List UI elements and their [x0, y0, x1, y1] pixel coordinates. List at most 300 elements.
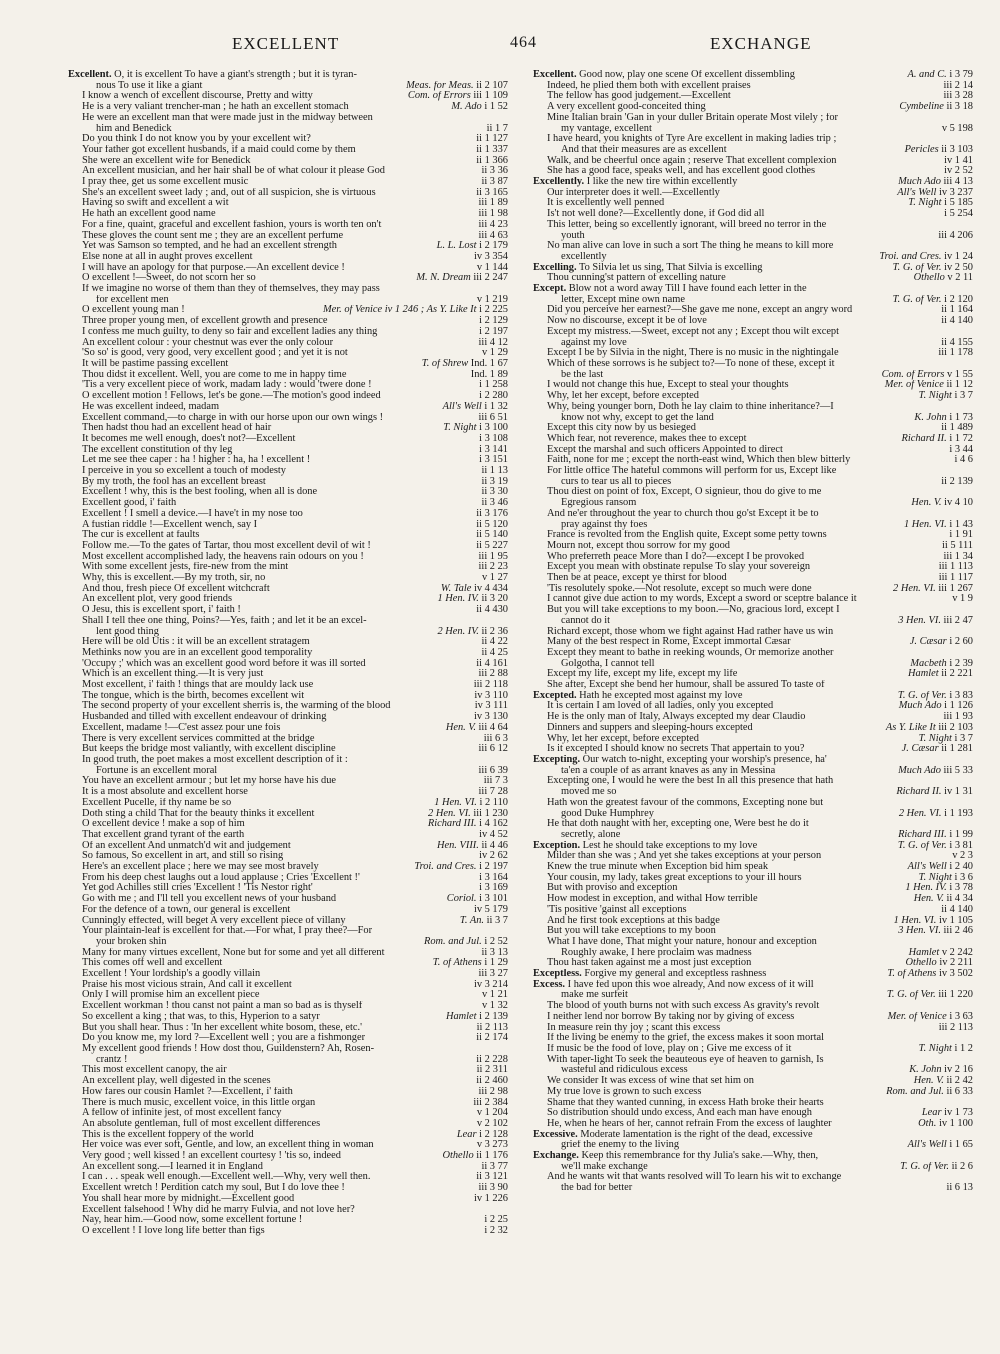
quotation-text: Shall I tell thee one thing, Poins?—Yes, faith ; and let it be an excel-	[82, 615, 367, 626]
citation	[472, 188, 508, 199]
act-scene-line: ii 2 139	[941, 476, 973, 487]
play-title: Othello	[442, 1151, 477, 1162]
quotation-text: excellently	[561, 251, 607, 262]
citation	[948, 594, 973, 605]
citation	[433, 627, 508, 638]
citation	[915, 1044, 973, 1055]
play-title: Hamlet	[445, 1011, 480, 1022]
concordance-entry	[533, 413, 973, 424]
act-scene-line: i 3 7	[954, 391, 973, 402]
act-scene-line: ii 3 18	[946, 102, 973, 113]
quotation-text: Excellent Pucelle, if thy name be so	[82, 797, 232, 808]
concordance-entry	[533, 273, 973, 284]
quotation-text: He that doth naught with her, excepting one, Were best he do it	[547, 819, 809, 830]
quotation-text: your broken shin	[96, 936, 167, 947]
citation	[477, 166, 508, 177]
act-scene-line: iv 3 130	[473, 712, 508, 723]
quotation-text: moved me so	[561, 787, 617, 798]
quotation-text: Many for many virtues excellent, None but for some and yet all different	[82, 947, 385, 958]
quotation-text: for excellent men	[96, 294, 169, 305]
citation	[901, 145, 973, 156]
concordance-entry	[533, 680, 973, 691]
citation	[475, 851, 508, 862]
act-scene-line: ii 2 113	[476, 1022, 508, 1033]
concordance-entry	[533, 627, 973, 638]
quotation-text: Having so swift and excellent a wit	[82, 198, 229, 209]
citation	[480, 776, 508, 787]
concordance-entry	[533, 787, 973, 798]
concordance-entry	[68, 1226, 508, 1237]
play-title: Hamlet	[908, 947, 942, 958]
quotation-text: The tongue, which is the birth, becomes excellent wit	[82, 690, 305, 701]
act-scene-line: ii 5 111	[942, 540, 973, 551]
act-scene-line: i 3 101	[479, 894, 508, 905]
concordance-entry	[533, 1183, 973, 1194]
quotation-text: But you will take exceptions to my boon.—No, gracious lord, except I	[547, 605, 840, 616]
quotation-text: O Jesu, this is excellent sport, i' faith !	[82, 605, 241, 616]
concordance-entry	[533, 1108, 973, 1119]
citation	[907, 498, 973, 509]
play-title: 2 Hen. IV.	[437, 626, 482, 637]
act-scene-line: i 2 32	[484, 1225, 508, 1236]
concordance-entry	[533, 562, 973, 573]
concordance-entry	[68, 423, 508, 434]
citation	[475, 434, 508, 445]
act-scene-line: ii 2 42	[946, 1076, 973, 1087]
act-scene-line: i 3 164	[479, 872, 508, 883]
act-scene-line: iii 2 384	[473, 1097, 508, 1108]
citation	[473, 1023, 508, 1034]
headword: Excepting.	[533, 755, 581, 765]
act-scene-line: i 5 254	[944, 209, 973, 220]
quotation-text: Praise his most vicious strain, And call it excellent	[82, 979, 292, 990]
citation	[473, 295, 508, 306]
concordance-entry	[68, 380, 508, 391]
concordance-entry	[68, 81, 508, 92]
citation	[433, 594, 508, 605]
citation	[942, 1183, 973, 1194]
act-scene-line: v 2 242	[941, 947, 973, 958]
citation	[437, 584, 508, 595]
concordance-entry	[68, 1033, 508, 1044]
act-scene-line: i 3 81	[949, 840, 973, 851]
concordance-entry	[533, 819, 973, 830]
citation	[472, 605, 508, 616]
concordance-entry	[68, 883, 508, 894]
concordance-entry	[68, 948, 508, 959]
concordance-entry	[533, 380, 973, 391]
act-scene-line: ii 1 489	[941, 423, 973, 434]
quotation-text: It is excellently well penned	[547, 198, 665, 209]
act-scene-line: ii 3 77	[481, 1161, 508, 1172]
play-title: T. Night	[918, 872, 955, 883]
quotation-text: Good now, play one scene Of excellent dissembling	[576, 70, 795, 80]
quotation-text: ta'en a couple of as arrant knaves as any in Messina	[561, 765, 776, 776]
act-scene-line: ii 4 140	[941, 904, 973, 915]
concordance-entry	[68, 413, 508, 424]
act-scene-line: iv 2 62	[479, 851, 508, 862]
quotation-text: Excellent wretch ! Perdition catch my soul, But I do love thee !	[82, 1183, 345, 1194]
citation	[475, 1183, 508, 1194]
act-scene-line: iii 2 23	[478, 562, 508, 573]
quotation-text: How modest in exception, and withal How terrible	[547, 894, 758, 905]
concordance-entry	[533, 498, 973, 509]
page-number: 464	[510, 34, 537, 51]
play-title: T. Night	[908, 198, 945, 209]
quotation-text: I know a wench of excellent discourse, Pretty and witty	[82, 91, 313, 102]
act-scene-line: i 3 108	[479, 433, 508, 444]
concordance-entry	[68, 766, 508, 777]
quotation-text: I like the new tire within excellently	[584, 177, 738, 188]
concordance-entry	[533, 81, 973, 92]
act-scene-line: iv 4 52	[479, 829, 508, 840]
quotation-text: Walk, and be cheerful once again ; reserve That excellent complexion	[547, 155, 837, 166]
quotation-text: Except I be by Silvia in the night, There is no music in the nightingale	[547, 348, 839, 359]
concordance-entry	[533, 102, 973, 113]
concordance-entry	[68, 584, 508, 595]
act-scene-line: iv 3 214	[473, 979, 508, 990]
citation	[470, 252, 508, 263]
play-title: T. G. of Ver.	[900, 1161, 952, 1172]
citation	[472, 134, 508, 145]
act-scene-line: i 2 197	[479, 326, 508, 337]
concordance-entry	[68, 316, 508, 327]
act-scene-line: i 1 91	[949, 530, 973, 541]
concordance-entry	[68, 723, 508, 734]
quotation-text: O excellent young man !	[82, 305, 185, 316]
concordance-entry	[533, 755, 973, 766]
act-scene-line: i 3 141	[479, 444, 508, 455]
concordance-entry	[68, 894, 508, 905]
quotation-text: Yet god Achilles still cries 'Excellent ! 'Tis Nestor right'	[82, 883, 313, 894]
concordance-entry	[68, 990, 508, 1001]
act-scene-line: ii 3 13	[481, 947, 508, 958]
concordance-entry	[533, 905, 973, 916]
citation	[483, 124, 508, 135]
quotation-text: We consider It was excess of wine that set him on	[547, 1076, 754, 1087]
quotation-text: pray against thy foes	[561, 519, 648, 530]
quotation-text: 'Tis positive 'gainst all exceptions	[547, 904, 687, 915]
concordance-entry	[68, 1012, 508, 1023]
concordance-entry	[533, 1023, 973, 1034]
concordance-entry	[68, 305, 508, 316]
concordance-entry	[533, 198, 973, 209]
concordance-entry	[533, 487, 973, 498]
act-scene-line: v 1 55	[947, 369, 973, 380]
quotation-text: Excellent workman ! thou canst not paint a man so bad as is thyself	[82, 1001, 363, 1012]
concordance-entry	[68, 391, 508, 402]
headword: Exceptless.	[533, 969, 582, 980]
play-title: K. John	[909, 1065, 945, 1076]
concordance-entry	[68, 520, 508, 531]
citation	[935, 562, 973, 573]
play-title: Mer. of Venice iv 1 246 ; As Y. Like It	[322, 305, 480, 316]
concordance-entry	[533, 145, 973, 156]
quotation-text: Why, let her except, before excepted	[547, 391, 699, 402]
play-title: 2 Hen. VI.	[898, 808, 945, 819]
quotation-text: Keep this remembrance for thy Julia's sake.—Why, then,	[578, 1151, 819, 1162]
play-title: T. of Athens	[432, 958, 485, 969]
citation	[904, 198, 973, 209]
quotation-text: Your father got excellent husbands, if a maid could come by them	[82, 144, 356, 155]
act-scene-line: iv 3 110	[474, 690, 508, 701]
citation	[439, 423, 508, 434]
quotation-text: be the last	[561, 369, 604, 380]
act-scene-line: ii 3 7	[486, 915, 508, 926]
citation	[889, 584, 973, 595]
act-scene-line: i 1 193	[944, 808, 973, 819]
act-scene-line: i 1 73	[949, 412, 973, 423]
citation	[893, 188, 973, 199]
act-scene-line: iv 2 211	[939, 958, 973, 969]
act-scene-line: iii 4 13	[943, 177, 973, 188]
citation	[882, 1087, 973, 1098]
quotation-text: There is much music, excellent voice, in this little organ	[82, 1097, 316, 1108]
quotation-text: This is the excellent foppery of the world	[82, 1129, 254, 1140]
play-title: Othello	[905, 958, 940, 969]
quotation-text: You have an excellent armour ; but let my horse have his due	[82, 776, 337, 787]
citation	[883, 990, 973, 1001]
concordance-entry	[533, 1055, 973, 1066]
concordance-entry	[68, 434, 508, 445]
quotation-text: He, when he hears of her, cannot refrain From the excess of laughter	[547, 1118, 832, 1129]
quotation-text: But you will take exceptions to my boon	[547, 926, 716, 937]
act-scene-line: ii 3 165	[476, 187, 508, 198]
concordance-entry	[68, 1194, 508, 1205]
citation	[940, 91, 973, 102]
act-scene-line: ii 4 34	[946, 894, 973, 905]
act-scene-line: iv 1 31	[944, 787, 973, 798]
act-scene-line: i 3 83	[949, 690, 973, 701]
concordance-entry	[533, 723, 973, 734]
act-scene-line: ii 4 25	[481, 647, 508, 658]
quotation-text: Many of the best respect in Rome, Except immortal Cæsar	[547, 637, 791, 648]
quotation-text: Then be at peace, except ye thirst for blood	[547, 573, 727, 584]
act-scene-line: ii 4 155	[941, 337, 973, 348]
concordance-entry	[68, 1108, 508, 1119]
concordance-entry	[68, 1076, 508, 1087]
quotation-text: Your cousin, my lady, takes great exceptions to your ill hours	[547, 872, 802, 883]
quotation-text: Excellent ! why, this is the best fooling, when all is done	[82, 487, 318, 498]
citation	[404, 91, 508, 102]
citation	[896, 1162, 973, 1173]
play-title: T. Night	[443, 423, 480, 434]
concordance-entry	[533, 1012, 973, 1023]
citation	[894, 926, 973, 937]
concordance-entry	[533, 1076, 973, 1087]
quotation-text: Moderate lamentation is the right of the dead, excessive	[577, 1129, 813, 1140]
act-scene-line: ii 2 174	[476, 1033, 508, 1044]
play-title: T. G. of Ver.	[897, 690, 950, 701]
quotation-text: Only I will promise him an excellent piece	[82, 990, 260, 1001]
act-scene-line: i 3 169	[479, 883, 508, 894]
page-header	[0, 34, 1000, 64]
citation	[894, 830, 973, 841]
act-scene-line: iii 2 118	[473, 680, 508, 691]
citation	[477, 948, 508, 959]
play-title: Lear	[921, 1108, 945, 1119]
act-scene-line: ii 2 6	[951, 1161, 973, 1172]
quotation-text: Why, being younger born, Doth he lay claim to thine inheritance?—I	[547, 401, 834, 412]
act-scene-line: iv 4 434	[473, 583, 508, 594]
act-scene-line: Ind. 1 89	[470, 369, 508, 380]
concordance-entry	[68, 573, 508, 584]
quotation-text: we'll make exchange	[561, 1161, 648, 1172]
citation	[937, 305, 973, 316]
play-title: 1 Hen. IV.	[437, 594, 482, 605]
quotation-text: But you shall hear. Thus : 'In her excellent white bosom, these, etc.'	[82, 1022, 362, 1033]
act-scene-line: ii 2 460	[476, 1076, 508, 1087]
concordance-entry	[68, 1098, 508, 1109]
concordance-entry	[533, 1172, 973, 1183]
concordance-entry	[533, 862, 973, 873]
concordance-entry	[68, 1065, 508, 1076]
citation	[475, 830, 508, 841]
concordance-entry	[68, 776, 508, 787]
concordance-entry	[68, 594, 508, 605]
play-title: T. Night	[918, 733, 955, 744]
concordance-entry	[68, 1044, 508, 1055]
act-scene-line: ii 1 7	[486, 123, 508, 134]
citation	[472, 156, 508, 167]
concordance-entry	[533, 220, 973, 231]
citation	[475, 873, 508, 884]
citation	[469, 1098, 508, 1109]
act-scene-line: Ind. 1 67	[470, 358, 508, 369]
quotation-text: These gloves the count sent me ; they are an excellent perfume	[82, 230, 344, 241]
concordance-entry	[68, 616, 508, 627]
act-scene-line: iii 1 34	[943, 551, 973, 562]
act-scene-line: iii 4 206	[938, 230, 973, 241]
citation	[904, 862, 973, 873]
citation	[940, 209, 973, 220]
concordance-entry	[68, 156, 508, 167]
quotation-text: You shall hear more by midnight.—Excellent good	[82, 1193, 295, 1204]
citation	[470, 905, 508, 916]
citation	[937, 477, 973, 488]
citation	[475, 455, 508, 466]
citation	[475, 209, 508, 220]
quotation-text: I neither lend nor borrow By taking nor by giving of excess	[547, 1011, 795, 1022]
quotation-text: Knew the true minute when Exception bid him speak	[547, 862, 769, 873]
concordance-entry	[533, 1098, 973, 1109]
concordance-entry	[533, 359, 973, 370]
concordance-entry	[68, 220, 508, 231]
quotation-text: She has a good face, speaks well, and has excellent good clothes	[547, 166, 816, 177]
act-scene-line: i 1 99	[949, 829, 973, 840]
play-title: As Y. Like It	[885, 722, 939, 733]
citation	[894, 841, 973, 852]
concordance-entry	[533, 445, 973, 456]
concordance-entry	[533, 423, 973, 434]
citation	[477, 637, 508, 648]
citation	[890, 916, 973, 927]
play-title: Much Ado	[898, 177, 944, 188]
concordance-entry	[533, 284, 973, 295]
citation	[906, 659, 973, 670]
concordance-entry	[533, 541, 973, 552]
quotation-text: Of an excellent And unmatch'd wit and judgement	[82, 840, 291, 851]
quotation-text: Excellent ! I smell a device.—I have't in my nose too	[82, 508, 303, 519]
act-scene-line: ii 1 12	[946, 380, 973, 391]
concordance-entry	[68, 552, 508, 563]
quotation-text: I cannot give due action to my words, Except a sword or sceptre balance it	[547, 594, 857, 605]
concordance-entry	[533, 316, 973, 327]
quotation-text: An excellent song.—I learned it in England	[82, 1161, 263, 1172]
concordance-entry	[533, 156, 973, 167]
act-scene-line: v 3 273	[476, 1140, 508, 1151]
citation	[429, 958, 508, 969]
concordance-entry	[68, 466, 508, 477]
citation	[475, 220, 508, 231]
act-scene-line: iv 1 73	[944, 1108, 973, 1119]
act-scene-line: iv 3 237	[938, 187, 973, 198]
quotation-text: In measure rein thy joy ; scant this excess	[547, 1022, 721, 1033]
headword: Excepted.	[533, 690, 577, 701]
act-scene-line: iv 1 24	[944, 251, 973, 262]
citation	[439, 402, 508, 413]
citation	[915, 391, 973, 402]
quotation-text: Roughly awake, I here proclaim was madness	[561, 947, 752, 958]
play-title: 1 Hen. VI.	[434, 797, 480, 808]
quotation-text: Thou hast taken against me a most just exception	[547, 958, 752, 969]
citation	[480, 1215, 508, 1226]
concordance-entry	[533, 402, 973, 413]
concordance-entry	[68, 1119, 508, 1130]
quotation-text: Dinners and suppers and sleeping-hours excepted	[547, 722, 753, 733]
citation	[424, 809, 508, 820]
citation	[477, 466, 508, 477]
quotation-text: Is't not well done?—Excellently done, if God did all	[547, 209, 765, 220]
quotation-text: Do you know me, my lord ?—Excellent well ; you are a fishmonger	[82, 1033, 366, 1044]
act-scene-line: iv 5 179	[473, 904, 508, 915]
citation	[475, 380, 508, 391]
citation	[475, 552, 508, 563]
play-title: 1 Hen. IV.	[905, 883, 950, 894]
citation	[473, 1065, 508, 1076]
play-title: 3 Hen. VI.	[898, 615, 944, 626]
quotation-text: Nay, hear him.—Good now, some excellent fortune !	[82, 1215, 303, 1226]
concordance-entry	[68, 712, 508, 723]
quotation-text: A fustian riddle !—Excellent wench, say I	[82, 519, 258, 530]
concordance-entry	[68, 627, 508, 638]
act-scene-line: i 1 2	[954, 1043, 973, 1054]
play-title: 2 Hen. VI.	[428, 808, 474, 819]
quotation-text: Now no discourse, except it be of love	[547, 316, 707, 327]
concordance-entry	[533, 263, 973, 274]
concordance-entry	[533, 894, 973, 905]
quotation-text: Except they meant to bathe in reeking wounds, Or memorize another	[547, 647, 834, 658]
citation	[478, 990, 508, 1001]
citation	[894, 177, 973, 188]
concordance-entry	[533, 969, 973, 980]
concordance-entry	[68, 809, 508, 820]
citation	[475, 969, 508, 980]
play-title: 2 Hen. VI.	[893, 583, 939, 594]
concordance-entry	[68, 1151, 508, 1162]
act-scene-line: iii 5 33	[943, 765, 973, 776]
quotation-text: Excellent falsehood ! Why did he marry Fulvia, and not love her?	[82, 1204, 355, 1215]
citation	[905, 1065, 973, 1076]
concordance-entry	[68, 862, 508, 873]
act-scene-line: ii 2 311	[476, 1065, 508, 1076]
concordance-entry	[68, 252, 508, 263]
act-scene-line: v 1 21	[482, 990, 508, 1001]
citation	[467, 370, 508, 381]
concordance-entry	[533, 841, 973, 852]
citation	[882, 723, 973, 734]
citation	[433, 841, 508, 852]
